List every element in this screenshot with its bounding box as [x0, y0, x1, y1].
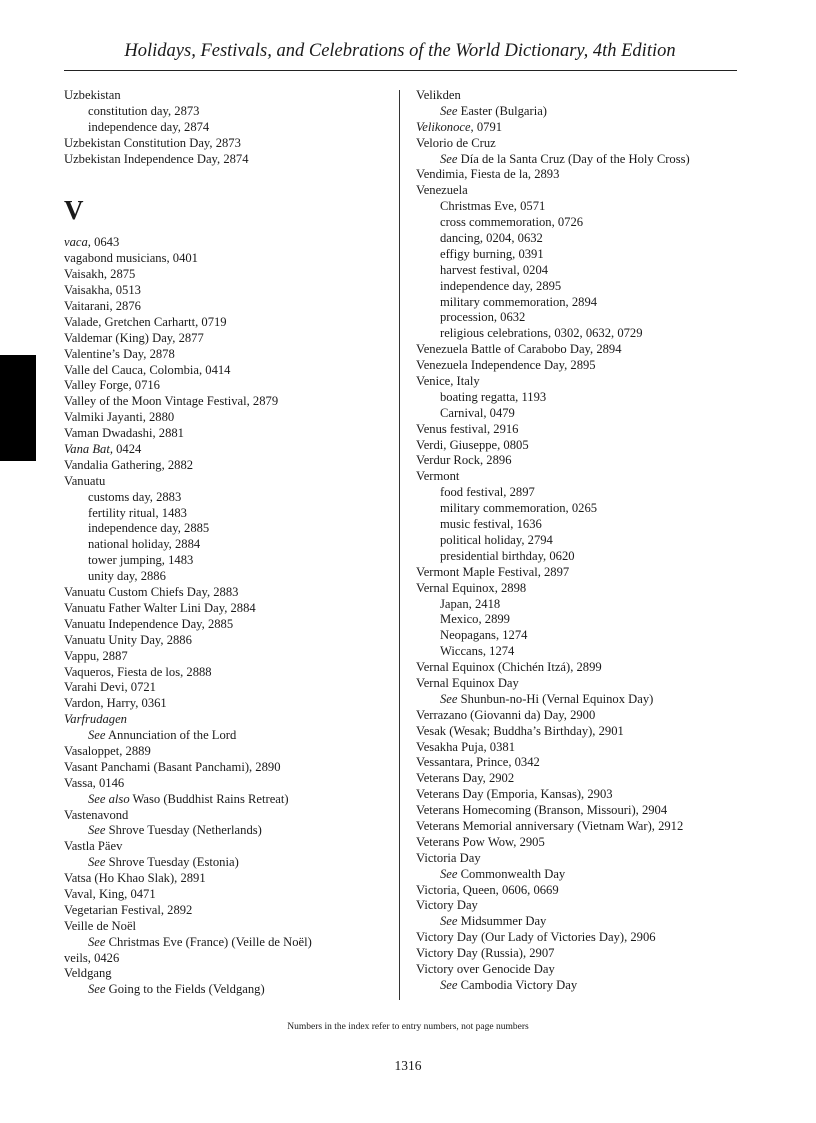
index-entry-text: music festival, 1636 [440, 517, 542, 532]
index-subentry [64, 553, 394, 569]
index-entry-text: Annunciation of the Lord [105, 728, 237, 743]
index-entry [416, 342, 746, 358]
index-entry-text: Varahi Devi, 0721 [64, 680, 156, 695]
index-entry [416, 930, 746, 946]
index-entry [64, 378, 394, 394]
index-entry [64, 744, 394, 760]
index-entry-text: Victory Day [416, 898, 478, 913]
index-subentry [416, 533, 746, 549]
index-entry [416, 946, 746, 962]
index-entry [64, 617, 394, 633]
entries-v-continued [416, 88, 746, 994]
index-entry [64, 235, 394, 251]
header-rule [64, 70, 737, 71]
index-entry [416, 581, 746, 597]
index-entry-text: Victory over Genocide Day [416, 961, 555, 976]
index-subentry [64, 728, 394, 744]
index-entry [416, 898, 746, 914]
index-entry-text: Shunbun-no-Hi (Vernal Equinox Day) [457, 691, 654, 706]
index-subentry [64, 982, 394, 998]
index-entry [416, 819, 746, 835]
index-entry-text: Vaman Dwadashi, 2881 [64, 426, 184, 441]
index-entry [64, 776, 394, 792]
index-entry-text: tower jumping, 1483 [88, 553, 194, 568]
index-subentry [416, 485, 746, 501]
index-entry [416, 453, 746, 469]
index-entry [416, 787, 746, 803]
index-subentry [416, 295, 746, 311]
index-entry-text: Valley of the Moon Vintage Festival, 2879 [64, 394, 279, 409]
index-entry [64, 394, 394, 410]
index-entry-text: Venezuela Battle of Carabobo Day, 2894 [416, 342, 622, 357]
index-entry [64, 299, 394, 315]
index-entry-text: Vernal Equinox Day [416, 675, 519, 690]
index-entry-text: Venezuela [416, 183, 468, 198]
index-entry [64, 712, 394, 728]
index-entry-italic: Velikonoce, [416, 119, 474, 134]
index-entry-text: Victory Day (Our Lady of Victories Day), 2906 [416, 930, 656, 945]
index-subentry [416, 279, 746, 295]
index-entry-text: Veterans Day (Emporia, Kansas), 2903 [416, 787, 613, 802]
index-entry [416, 167, 746, 183]
index-entry [64, 251, 394, 267]
index-subentry [64, 104, 394, 120]
index-entry-text: Going to the Fields (Veldgang) [105, 982, 265, 997]
section-gap [64, 167, 394, 191]
index-entry-text: 0643 [90, 235, 120, 250]
entries-u-continued [64, 88, 394, 167]
index-entry-text: Valentine’s Day, 2878 [64, 346, 175, 361]
index-subentry [64, 521, 394, 537]
index-entry [416, 183, 746, 199]
index-entry-text: Victory Day (Russia), 2907 [416, 946, 555, 961]
index-entry-text: harvest festival, 0204 [440, 262, 549, 277]
index-subentry [416, 628, 746, 644]
index-entry-italic: See [440, 691, 458, 706]
index-entry [64, 665, 394, 681]
index-subentry [416, 612, 746, 628]
index-entry [64, 267, 394, 283]
index-entry-text: Vastla Päev [64, 839, 123, 854]
index-entry-text: Valley Forge, 0716 [64, 378, 160, 393]
index-entry-text: unity day, 2886 [88, 569, 166, 584]
index-entry-text: Vessantara, Prince, 0342 [416, 755, 540, 770]
index-entry [416, 88, 746, 104]
index-entry-text: Vegetarian Festival, 2892 [64, 902, 193, 917]
index-entry-text: Vardon, Harry, 0361 [64, 696, 167, 711]
index-subentry [416, 231, 746, 247]
index-entry-text: veils, 0426 [64, 950, 120, 965]
index-column-left [64, 88, 394, 998]
index-subentry [416, 199, 746, 215]
index-entry-text: boating regatta, 1193 [440, 389, 547, 404]
index-entry [64, 919, 394, 935]
index-entry-text: dancing, 0204, 0632 [440, 231, 543, 246]
index-entry-text: Vaisakha, 0513 [64, 283, 141, 298]
index-entry-text: Veterans Day, 2902 [416, 771, 515, 786]
index-subentry [64, 823, 394, 839]
index-entry-italic: See [440, 103, 458, 118]
index-entry [64, 426, 394, 442]
index-entry-text: Vaitarani, 2876 [64, 299, 141, 314]
index-entry [64, 760, 394, 776]
index-subentry [416, 978, 746, 994]
index-entry [416, 835, 746, 851]
index-entry-text: Día de la Santa Cruz (Day of the Holy Cross) [457, 151, 690, 166]
index-entry-text: fertility ritual, 1483 [88, 505, 187, 520]
index-column-right [416, 88, 746, 994]
index-entry-text: Wiccans, 1274 [440, 644, 515, 659]
index-entry-text: Veterans Pow Wow, 2905 [416, 834, 545, 849]
index-subentry [64, 792, 394, 808]
index-entry-text: Uzbekistan Independence Day, 2874 [64, 151, 249, 166]
index-entry-text: Vaval, King, 0471 [64, 886, 156, 901]
index-entry-text: Veterans Memorial anniversary (Vietnam War), 2912 [416, 818, 684, 833]
index-subentry [416, 310, 746, 326]
index-entry-text: Vanuatu [64, 473, 106, 488]
index-entry [416, 422, 746, 438]
section-letter: V [64, 195, 84, 226]
page-number: 1316 [394, 1058, 422, 1073]
index-entry-text: Velorio de Cruz [416, 135, 496, 150]
index-subentry [64, 935, 394, 951]
index-entry [416, 962, 746, 978]
index-subentry [416, 914, 746, 930]
index-entry-italic: See [88, 934, 106, 949]
index-entry-italic: See [440, 977, 458, 992]
index-subentry [416, 152, 746, 168]
index-subentry [416, 215, 746, 231]
index-entry-text: Venus festival, 2916 [416, 421, 519, 436]
index-entry-text: Christmas Eve (France) (Veille de Noël) [105, 934, 312, 949]
index-subentry [64, 537, 394, 553]
index-entry-text: procession, 0632 [440, 310, 526, 325]
index-entry-text: Carnival, 0479 [440, 405, 515, 420]
index-subentry [416, 692, 746, 708]
index-entry-text: Veldgang [64, 966, 112, 981]
index-entry-text: Vastenavond [64, 807, 129, 822]
index-entry-text: Vasant Panchami (Basant Panchami), 2890 [64, 759, 281, 774]
index-entry-italic: See also [88, 791, 130, 806]
index-entry-text: Uzbekistan Constitution Day, 2873 [64, 135, 241, 150]
index-entry-text: Velikden [416, 88, 461, 102]
index-entry [64, 458, 394, 474]
index-entry [64, 601, 394, 617]
index-entry-text: Christmas Eve, 0571 [440, 199, 546, 214]
index-entry [416, 851, 746, 867]
index-entry-text: independence day, 2885 [88, 521, 210, 536]
index-entry-text: cross commemoration, 0726 [440, 215, 584, 230]
index-entry [64, 315, 394, 331]
index-entry-italic: See [440, 866, 458, 881]
index-entry [416, 803, 746, 819]
index-entry-italic: See [440, 151, 458, 166]
index-entry-text: Waso (Buddhist Rains Retreat) [129, 791, 289, 806]
index-entry-text: Shrove Tuesday (Estonia) [105, 855, 239, 870]
index-subentry [64, 506, 394, 522]
index-subentry [416, 549, 746, 565]
index-entry-text: Valle del Cauca, Colombia, 0414 [64, 362, 231, 377]
index-entry-text: Mexico, 2899 [440, 612, 510, 627]
index-entry [64, 649, 394, 665]
index-entry [416, 438, 746, 454]
index-entry [64, 410, 394, 426]
index-entry-text: Vanuatu Father Walter Lini Day, 2884 [64, 600, 256, 615]
index-subentry [416, 644, 746, 660]
index-subentry [416, 326, 746, 342]
index-entry [64, 442, 394, 458]
index-entry [64, 871, 394, 887]
index-entry [416, 374, 746, 390]
index-subentry [416, 247, 746, 263]
index-entry-text: Valade, Gretchen Carhartt, 0719 [64, 314, 227, 329]
index-entry-text: constitution day, 2873 [88, 103, 200, 118]
index-entry [416, 136, 746, 152]
index-subentry [416, 501, 746, 517]
index-entry [64, 152, 394, 168]
index-entry-italic: See [88, 855, 106, 870]
index-entry-text: political holiday, 2794 [440, 532, 553, 547]
index-subentry [416, 597, 746, 613]
index-entry-text: Vendimia, Fiesta de la, 2893 [416, 167, 560, 182]
index-entry [64, 696, 394, 712]
index-entry-text: Vassa, 0146 [64, 775, 125, 790]
index-subentry [64, 490, 394, 506]
index-subentry [416, 104, 746, 120]
index-entry-text: Midsummer Day [457, 914, 547, 929]
index-entry-italic: Varfrudagen [64, 712, 127, 727]
index-entry-text: independence day, 2874 [88, 119, 210, 134]
index-entry-text: Vaisakh, 2875 [64, 267, 136, 282]
index-entry [416, 660, 746, 676]
index-entry-text: Veille de Noël [64, 918, 137, 933]
index-subentry [416, 867, 746, 883]
index-subentry [416, 390, 746, 406]
index-entry [64, 363, 394, 379]
index-entry-text: Easter (Bulgaria) [457, 103, 547, 118]
index-entry-text: Japan, 2418 [440, 596, 501, 611]
index-entry-text: national holiday, 2884 [88, 537, 201, 552]
index-entry-text: Neopagans, 1274 [440, 628, 528, 643]
index-entry [64, 903, 394, 919]
index-entry-text: Vaqueros, Fiesta de los, 2888 [64, 664, 212, 679]
index-entry [64, 283, 394, 299]
index-entry [416, 358, 746, 374]
index-entry [64, 633, 394, 649]
entries-v [64, 235, 394, 998]
index-entry [64, 347, 394, 363]
index-subentry [416, 517, 746, 533]
index-entry-text: presidential birthday, 0620 [440, 548, 575, 563]
index-entry [64, 680, 394, 696]
index-entry-text: Veterans Homecoming (Branson, Missouri), 2904 [416, 803, 668, 818]
index-entry-text: Valdemar (King) Day, 2877 [64, 330, 204, 345]
column-divider [399, 90, 400, 1000]
index-entry-text: Verdur Rock, 2896 [416, 453, 512, 468]
index-entry [64, 839, 394, 855]
index-entry-text: Victoria Day [416, 850, 481, 865]
index-entry [416, 708, 746, 724]
thumb-index-tab [0, 355, 36, 461]
index-entry [64, 474, 394, 490]
index-entry [64, 331, 394, 347]
index-entry-text: independence day, 2895 [440, 278, 562, 293]
index-entry [416, 565, 746, 581]
index-entry-text: religious celebrations, 0302, 0632, 0729 [440, 326, 643, 341]
index-entry-text: Verdi, Giuseppe, 0805 [416, 437, 529, 452]
index-entry-text: Vanuatu Unity Day, 2886 [64, 632, 192, 647]
index-entry [416, 755, 746, 771]
index-entry-italic: See [88, 728, 106, 743]
index-entry [64, 966, 394, 982]
index-entry-text: food festival, 2897 [440, 485, 535, 500]
index-entry-text: vagabond musicians, 0401 [64, 251, 198, 266]
index-subentry [64, 855, 394, 871]
index-entry-text: Vernal Equinox, 2898 [416, 580, 527, 595]
index-entry-text: effigy burning, 0391 [440, 246, 544, 261]
index-entry-text: Valmiki Jayanti, 2880 [64, 410, 175, 425]
index-entry-text: Venezuela Independence Day, 2895 [416, 358, 596, 373]
index-entry [416, 740, 746, 756]
index-entry [416, 883, 746, 899]
index-entry-text: 0791 [473, 119, 503, 134]
index-entry-italic: See [88, 823, 106, 838]
index-entry-text: Vesakha Puja, 0381 [416, 739, 515, 754]
index-subentry [416, 406, 746, 422]
index-entry-text: Vermont [416, 469, 460, 484]
index-entry-text: Commonwealth Day [457, 866, 566, 881]
index-entry-text: military commemoration, 0265 [440, 501, 598, 516]
index-entry-text: Vesak (Wesak; Buddha’s Birthday), 2901 [416, 723, 624, 738]
index-entry-text: Cambodia Victory Day [457, 977, 578, 992]
index-entry-text: Vasaloppet, 2889 [64, 743, 151, 758]
index-entry [416, 120, 746, 136]
index-entry-text: Venice, Italy [416, 374, 480, 389]
running-head: Holidays, Festivals, and Celebrations of the World Dictionary, 4th Edition [124, 41, 676, 61]
index-entry [416, 676, 746, 692]
index-entry [64, 136, 394, 152]
index-entry [64, 88, 394, 104]
index-entry-text: Vernal Equinox (Chichén Itzá), 2899 [416, 660, 602, 675]
index-entry [64, 951, 394, 967]
index-entry-italic: vaca, [64, 235, 91, 250]
index-entry-text: Vandalia Gathering, 2882 [64, 457, 194, 472]
index-entry-text: Vanuatu Custom Chiefs Day, 2883 [64, 585, 239, 600]
index-entry-text: Victoria, Queen, 0606, 0669 [416, 882, 559, 897]
index-entry-text: Vatsa (Ho Khao Slak), 2891 [64, 871, 206, 886]
index-entry-text: Vappu, 2887 [64, 648, 128, 663]
index-entry [64, 887, 394, 903]
index-subentry [416, 263, 746, 279]
index-entry [416, 469, 746, 485]
index-entry-italic: Vana Bat, [64, 442, 113, 457]
index-entry [416, 724, 746, 740]
index-entry-italic: See [88, 982, 106, 997]
index-entry-text: military commemoration, 2894 [440, 294, 598, 309]
index-entry [64, 808, 394, 824]
index-subentry [64, 120, 394, 136]
index-entry-text: customs day, 2883 [88, 489, 182, 504]
index-entry-text: Vanuatu Independence Day, 2885 [64, 616, 234, 631]
index-entry [416, 771, 746, 787]
index-entry-text: Uzbekistan [64, 88, 121, 102]
index-entry-text: 0424 [112, 442, 142, 457]
footer-note: Numbers in the index refer to entry numbers, not page numbers [287, 1022, 529, 1032]
index-entry-text: Verrazano (Giovanni da) Day, 2900 [416, 707, 596, 722]
index-entry-italic: See [440, 914, 458, 929]
index-subentry [64, 569, 394, 585]
index-entry-text: Vermont Maple Festival, 2897 [416, 564, 570, 579]
index-entry [64, 585, 394, 601]
index-entry-text: Shrove Tuesday (Netherlands) [105, 823, 262, 838]
